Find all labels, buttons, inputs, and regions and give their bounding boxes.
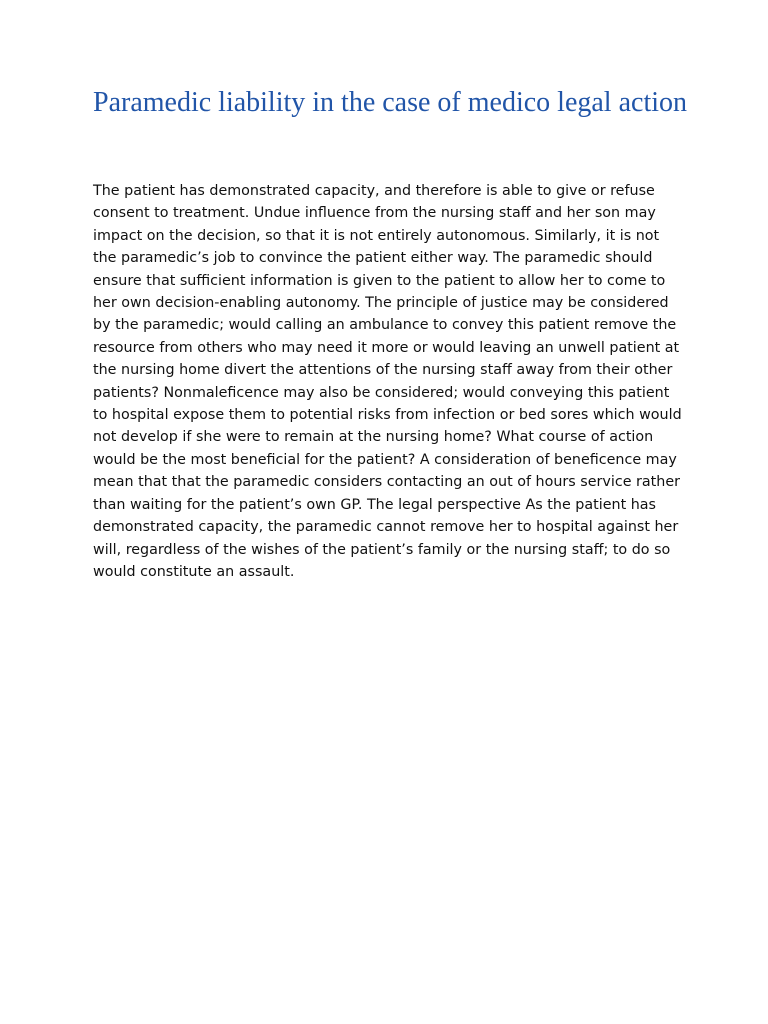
document-title: Paramedic liability in the case of medico legal action (93, 87, 688, 118)
document-paragraph: The patient has demonstrated capacity, and therefore is able to give or refuse consent to treatment. Undue influence from the nursing staff and her son may impact on the decision, so that it is not entirely autonomous. Similarly, it is not the paramedic’s job to convince the patient either way. The paramedic should ensure that sufficient information is given to the patient to allow her to come to her own decision-enabling autonomy. The principle of justice may be considered by the paramedic; would calling an ambulance to convey this patient remove the resource from others who may need it more or would leaving an unwell patient at the nursing home divert the attentions of the nursing staff away from their other patients? Nonmaleficence may also be considered; would conveying this patient to hospital expose them to potential risks from infection or bed sores which would not develop if she were to remain at the nursing home? What course of action would be the most beneficial for the patient? A consideration of beneficence may mean that that the paramedic considers contacting an out of hours service rather than waiting for the patient’s own GP. The legal perspective As the patient has demonstrated capacity, the paramedic cannot remove her to hospital against her will, regardless of the wishes of the patient’s family or the nursing staff; to do so would constitute an assault. (93, 183, 682, 580)
